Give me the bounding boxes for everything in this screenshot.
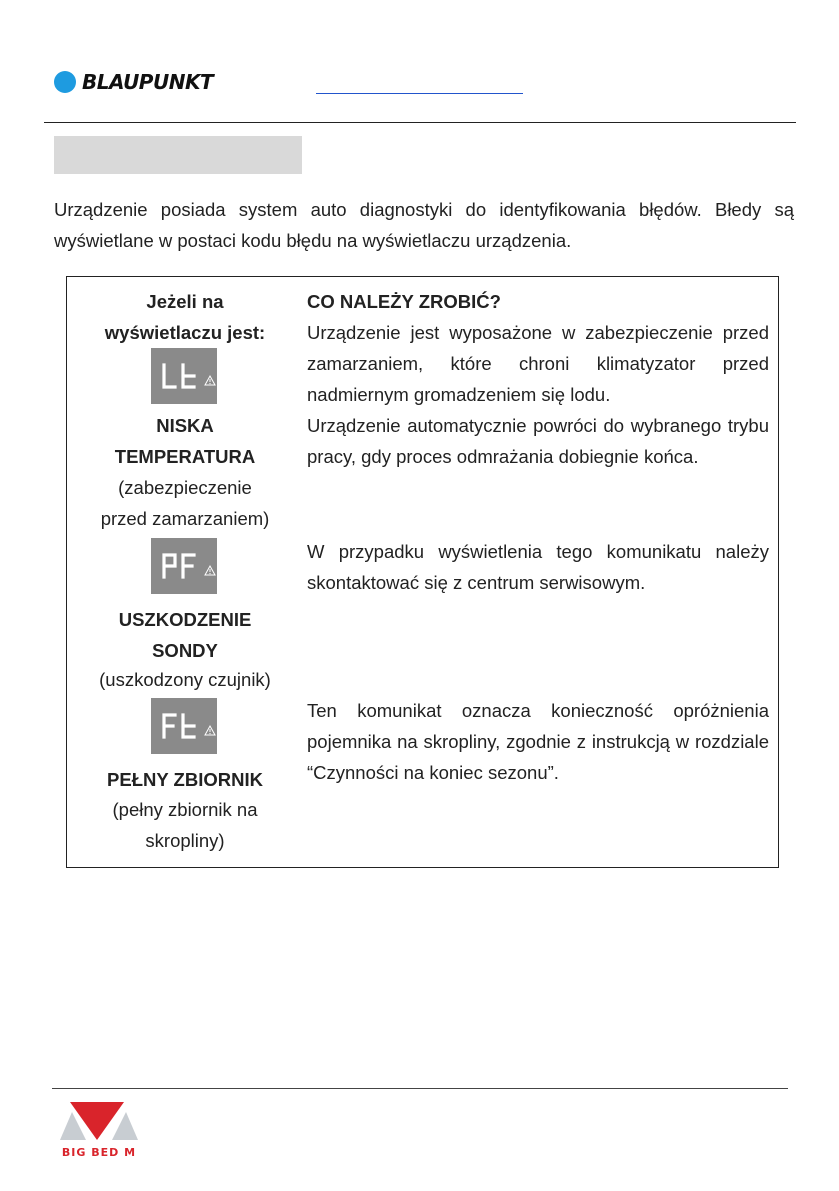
brand-logo — [54, 70, 213, 94]
intro-paragraph: Urządzenie posiada system auto diagnostyki do identyfikowania błędów. Błedy są wyświetlane w postaci kodu błędu na wyświetlaczu urządzenia. — [54, 199, 794, 251]
error-subtitle-line: (uszkodzony czujnik) — [99, 669, 271, 690]
brand-logo-text: BLAUPUNKT — [82, 70, 214, 94]
header-link-underline[interactable] — [316, 93, 523, 94]
footer-divider — [52, 1088, 788, 1089]
error-code-table — [66, 276, 779, 868]
footer-logo-text: BIG BED M — [61, 1146, 137, 1159]
display-code-ft — [151, 698, 217, 754]
action-low-temp-p2: Urządzenie automatycznie powróci do wybranego trybu pracy, gdy proces odmrażania dobiegnie końca. — [307, 415, 769, 467]
ft-display-icon — [151, 698, 217, 754]
left-column-header — [67, 286, 303, 348]
error-title-line: USZKODZENIE — [118, 609, 252, 630]
left-header-line2: wyświetlaczu jest: — [104, 322, 266, 343]
warning-icon — [205, 376, 215, 385]
error-title-full-tank — [67, 764, 303, 795]
error-subtitle-low-temp — [67, 472, 303, 534]
header-divider — [44, 122, 796, 123]
section-heading-bar — [54, 136, 302, 174]
warning-icon — [205, 726, 215, 735]
error-subtitle-line: skropliny) — [145, 830, 225, 851]
warning-icon — [205, 566, 215, 575]
error-title-line: PEŁNY ZBIORNIK — [107, 769, 263, 790]
display-code-pf — [151, 538, 217, 594]
error-title-low-temp — [67, 410, 303, 472]
error-title-probe — [67, 604, 303, 666]
error-subtitle-line: (zabezpieczenie — [118, 477, 252, 498]
error-subtitle-line: (pełny zbiornik na — [112, 799, 258, 820]
pf-display-icon — [151, 538, 217, 594]
left-header-line1: Jeżeli na — [146, 291, 224, 312]
footer-logo-icon — [56, 1100, 142, 1162]
action-column — [307, 277, 769, 867]
error-title-line: TEMPERATURA — [114, 446, 256, 467]
action-full-tank: Ten komunikat oznacza konieczność opróżnienia pojemnika na skropliny, zgodnie z instrukcją w rozdziale “Czynności na koniec sezonu”. — [307, 700, 769, 783]
error-subtitle-full-tank — [67, 794, 303, 856]
error-subtitle-probe — [67, 664, 303, 695]
display-column — [67, 277, 303, 867]
error-title-line: SONDY — [152, 640, 218, 661]
error-subtitle-line: przed zamarzaniem) — [100, 508, 270, 529]
brand-logo-dot — [54, 71, 76, 93]
right-column-header: CO NALEŻY ZROBIĆ? — [307, 291, 501, 312]
error-title-line: NISKA — [156, 415, 214, 436]
action-low-temp-p1: Urządzenie jest wyposażone w zabezpieczenie przed zamarzaniem, które chroni klimatyzator przed nadmiernym gromadzeniem się lodu. — [307, 322, 769, 405]
lt-display-icon — [151, 348, 217, 404]
footer-logo — [56, 1100, 142, 1162]
action-probe: W przypadku wyświetlenia tego komunikatu należy skontaktować się z centrum serwisowym. — [307, 541, 769, 593]
display-code-lt — [151, 348, 217, 404]
